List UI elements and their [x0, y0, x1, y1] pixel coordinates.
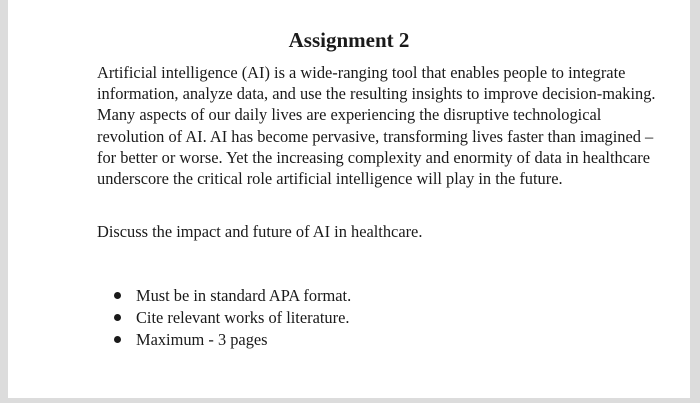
requirement-item [114, 329, 351, 351]
requirement-item [114, 307, 351, 329]
bullet-icon [114, 292, 121, 299]
assignment-prompt: Discuss the impact and future of AI in healthcare. [97, 222, 423, 241]
requirement-text: Maximum - 3 pages [136, 330, 268, 349]
requirements-list [114, 285, 351, 351]
assignment-title: Assignment 2 [288, 28, 410, 52]
description-part-1: Artificial intelligence (AI) is a wide-ranging tool that enables people to integrate information, analyze data, and use the resulting insights to improve decision-making. Many aspects of our daily lives are experiencing the disruptive technological revolution of AI. AI has become pervasive, transforming lives faster than imagined – for better or worse. [97, 63, 656, 167]
description-part-2: Yet the increasing complexity and enormity of data in healthcare underscore the critical role artificial intelligence will play in the future. [97, 147, 651, 189]
document-page [8, 0, 690, 398]
requirement-item [114, 285, 351, 307]
bullet-icon [114, 314, 121, 321]
requirement-text: Must be in standard APA format. [136, 286, 352, 305]
requirement-text: Cite relevant works of literature. [136, 308, 350, 327]
bullet-icon [114, 336, 121, 343]
assignment-description [97, 62, 657, 189]
